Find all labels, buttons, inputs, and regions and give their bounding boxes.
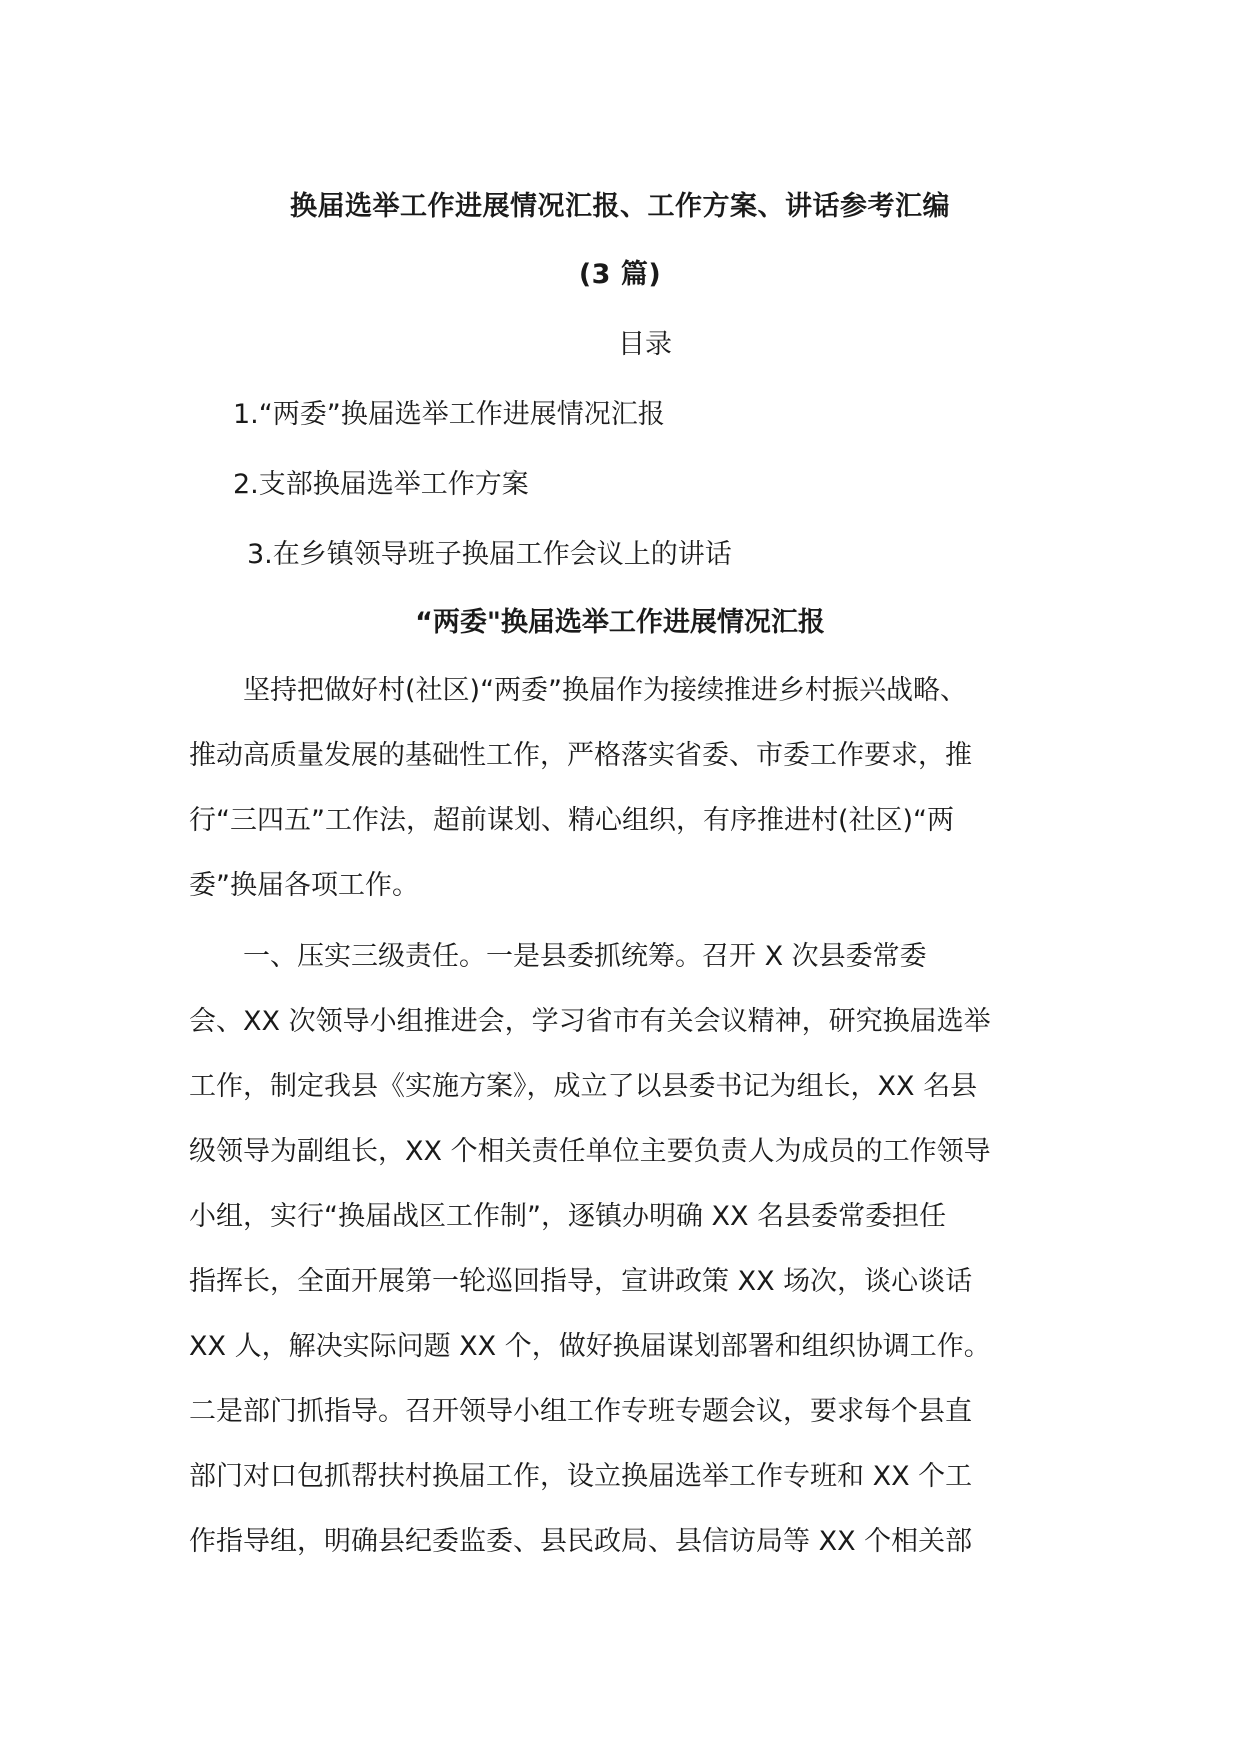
body-line: 指挥长，全面开展第一轮巡回指导，宣讲政策 XX 场次，谈心谈话 [189,1266,973,1297]
section-title: “两委"换届选举工作进展情况汇报 [415,607,825,638]
body-line: XX 人，解决实际问题 XX 个，做好换届谋划部署和组织协调工作。 [189,1331,991,1362]
toc-heading: 目录 [618,329,672,360]
toc-item-1: 1.“两委”换届选举工作进展情况汇报 [233,399,665,430]
body-line: 会、XX 次领导小组推进会，学习省市有关会议精神，研究换届选举 [189,1006,991,1037]
body-line: 一、压实三级责任。一是县委抓统筹。召开 X 次县委常委 [189,941,927,972]
toc-item-2: 2.支部换届选举工作方案 [233,469,529,500]
document-title: 换届选举工作进展情况汇报、工作方案、讲话参考汇编 [290,191,950,222]
body-line: 小组，实行“换届战区工作制”，逐镇办明确 XX 名县委常委担任 [189,1201,947,1232]
toc-item-3: 3.在乡镇领导班子换届工作会议上的讲话 [247,539,732,570]
document-title-count: (3 篇) [578,259,662,290]
body-line: 二是部门抓指导。召开领导小组工作专班专题会议，要求每个县直 [189,1396,972,1427]
body-line: 级领导为副组长，XX 个相关责任单位主要负责人为成员的工作领导 [189,1136,991,1167]
body-line: 工作，制定我县《实施方案》，成立了以县委书记为组长，XX 名县 [189,1071,978,1102]
body-line: 坚持把做好村(社区)“两委”换届作为接续推进乡村振兴战略、 [189,675,968,706]
body-line: 部门对口包抓帮扶村换届工作，设立换届选举工作专班和 XX 个工 [189,1461,973,1492]
body-line: 作指导组，明确县纪委监委、县民政局、县信访局等 XX 个相关部 [189,1526,973,1557]
body-line: 推动高质量发展的基础性工作，严格落实省委、市委工作要求，推 [189,740,972,771]
body-line: 行“三四五”工作法，超前谋划、精心组织，有序推进村(社区)“两 [189,805,955,836]
body-line: 委”换届各项工作。 [189,870,419,901]
